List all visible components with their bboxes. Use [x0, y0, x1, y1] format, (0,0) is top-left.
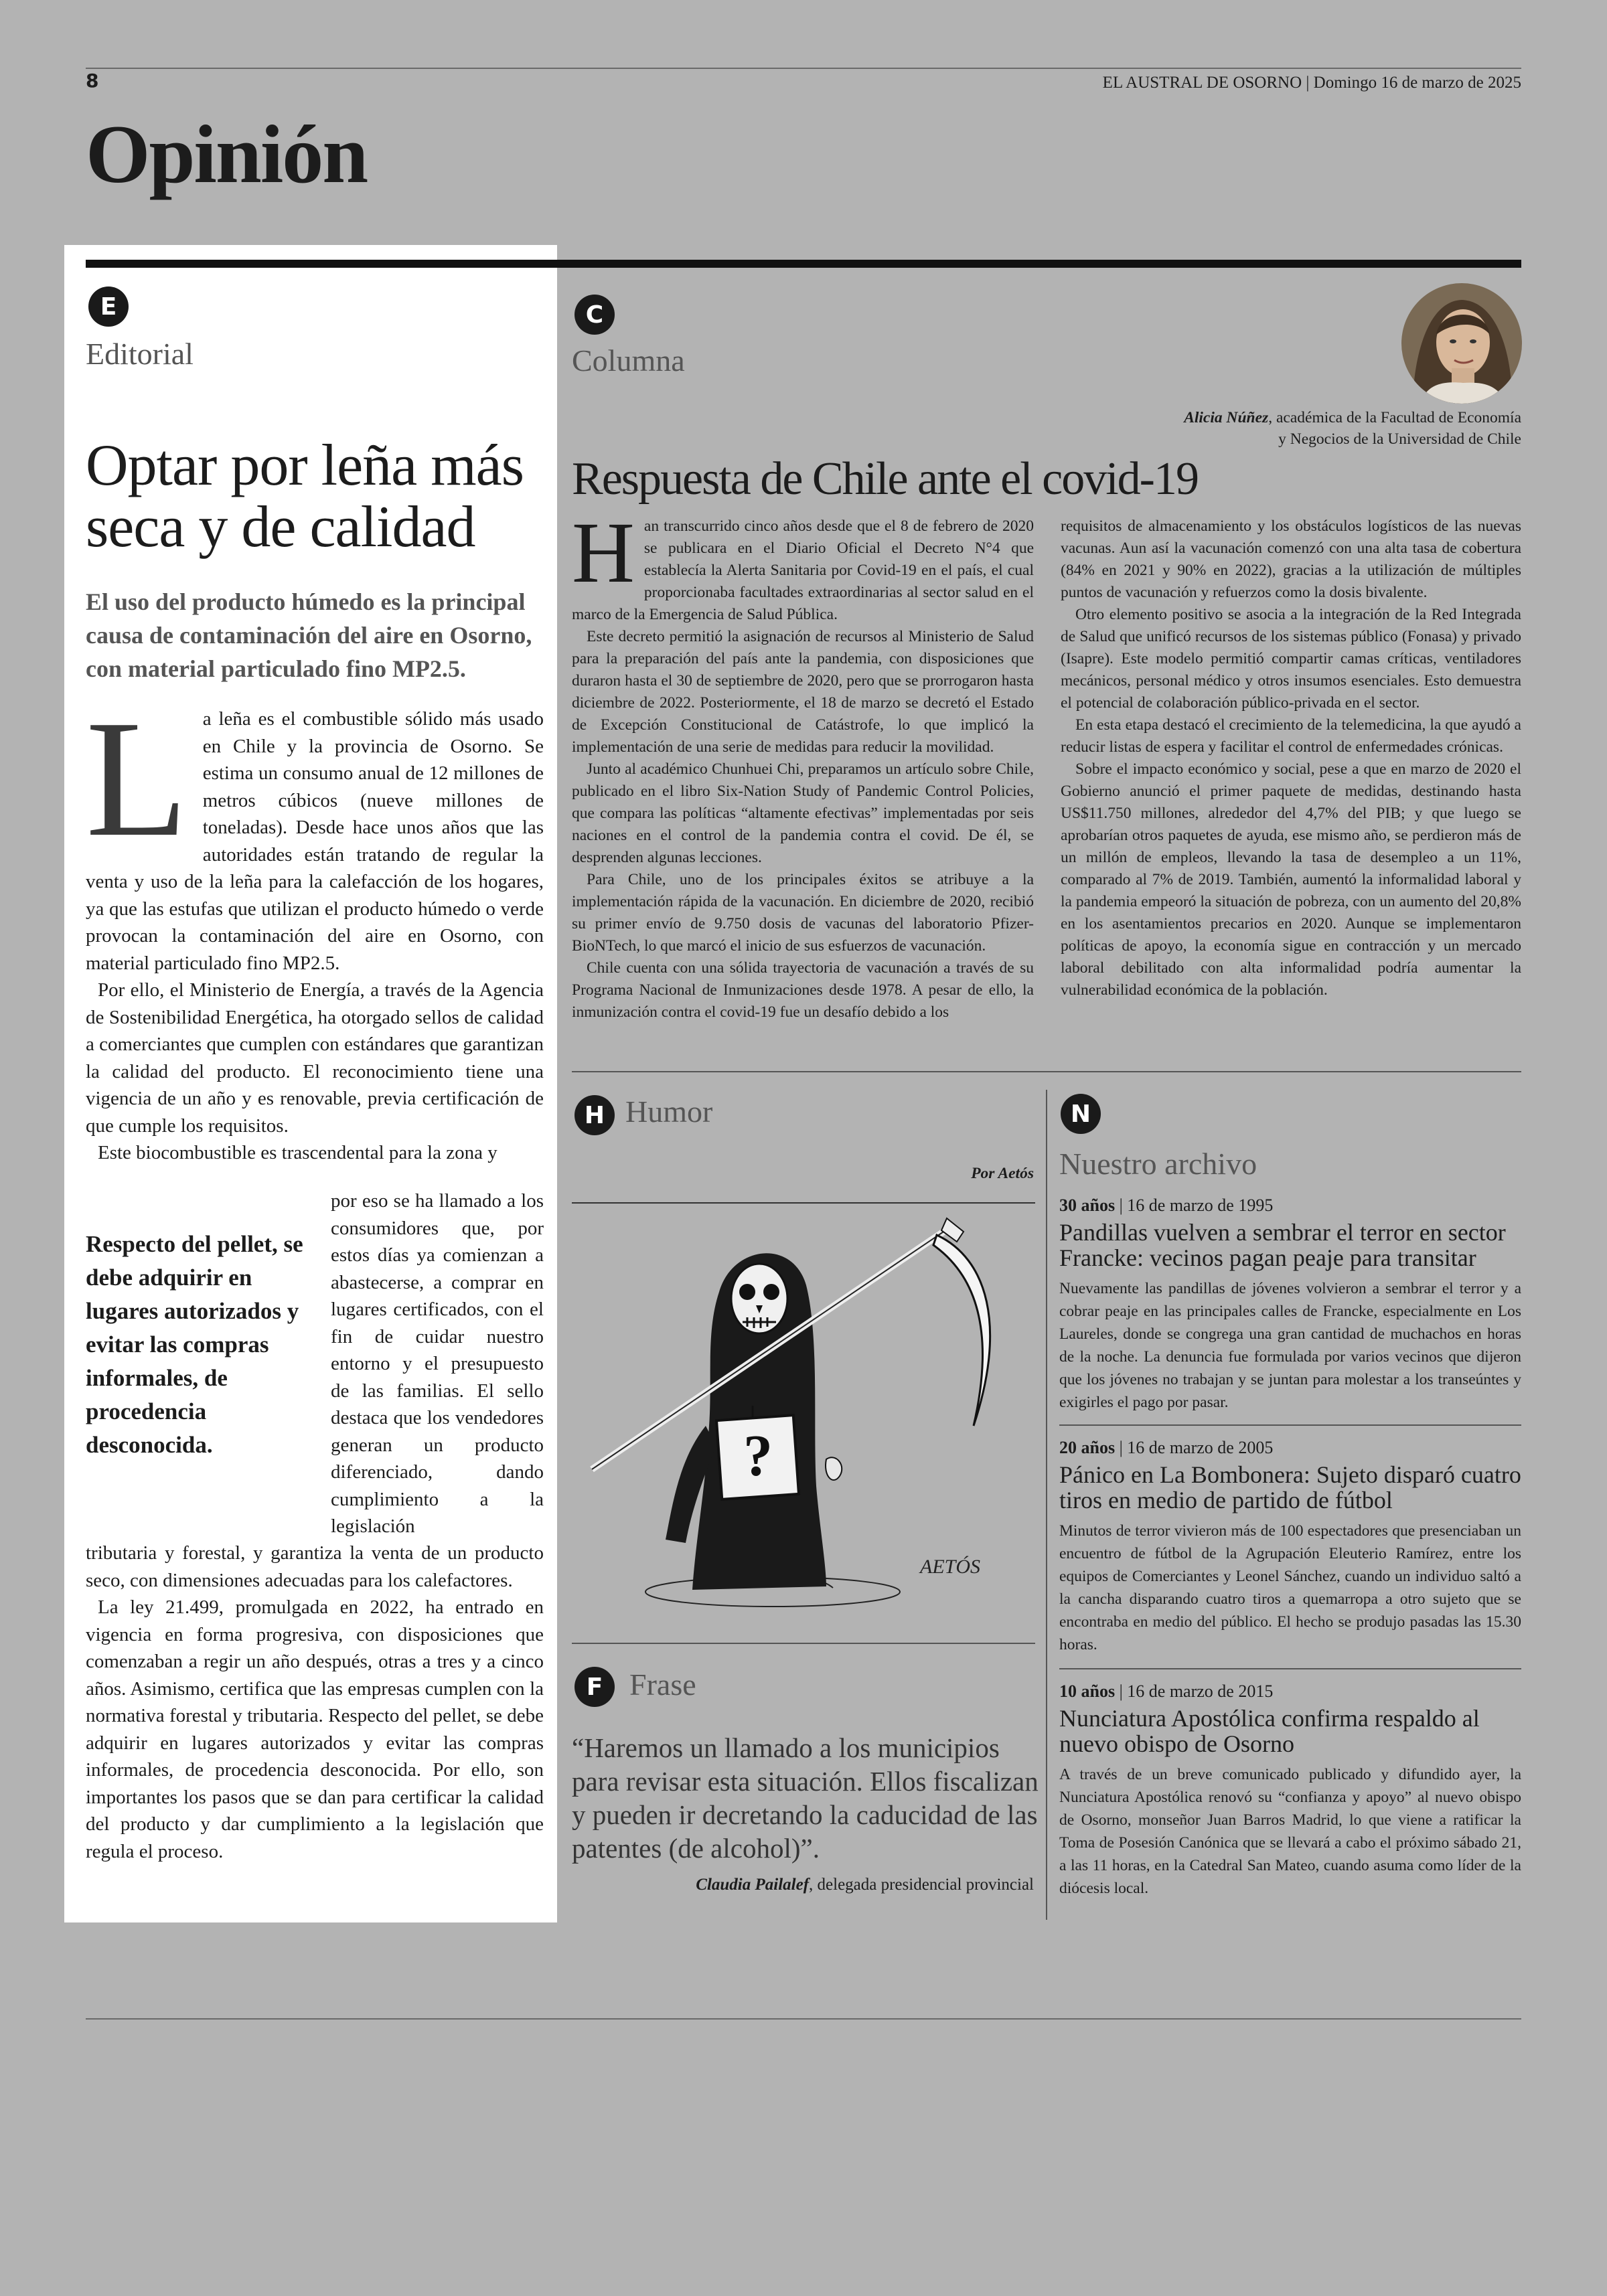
humor-rule	[572, 1202, 1035, 1204]
archive-item	[1059, 1682, 1521, 1900]
bottom-rule	[86, 2018, 1521, 2020]
column-text-left	[572, 505, 1034, 1023]
archive-item	[1059, 1438, 1521, 1656]
frase-attribution	[696, 1876, 1034, 1894]
editorial-dropcap: L	[86, 686, 188, 872]
archive-years: 20 años	[1059, 1438, 1116, 1457]
archive-rule	[1059, 1424, 1521, 1426]
humor-credit: Por Aetós	[971, 1165, 1034, 1182]
author-name: Alicia Núñez	[1184, 409, 1269, 426]
archive-years: 10 años	[1059, 1682, 1116, 1701]
column-dropcap: H	[572, 505, 635, 601]
frase-role: , delegada presidencial provincial	[809, 1876, 1034, 1894]
frase-label: Frase	[629, 1667, 696, 1702]
top-rule	[86, 68, 1521, 69]
humor-bottom-rule	[572, 1643, 1035, 1644]
editorial-paragraph: por eso se ha llamado a los consumidores que, por estos días ya comienzan a abastecerse, a comprar en lugares certificados, con el fin de cuidar nuestro entorno y el presupuesto de las familias. El sello destaca que los vendedores generan un producto diferenciado, dando cumplimiento a la legislación	[331, 1190, 544, 1537]
masthead: EL AUSTRAL DE OSORNO | Domingo 16 de marzo de 2025	[1102, 74, 1521, 92]
archive-date: | 16 de marzo de 2005	[1115, 1438, 1274, 1457]
archive-date: | 16 de marzo de 2015	[1115, 1682, 1274, 1701]
archive-text: Minutos de terror vivieron más de 100 espectadores que presenciaban un encuentro de fútbol de la Agrupación Eleuterio Ramírez, entre los equipos de Comerciantes y Leonel Sánchez, cuando un individuo saltó a la cancha disparando cuatro tiros a quemarropa a otro sujeto que se encontraba en medio del público. El hecho se produjo pasadas las 15.30 horas.	[1059, 1522, 1521, 1653]
archive-title: Pandillas vuelven a sembrar el terror en sector Francke: vecinos pagan peaje para transitar	[1059, 1219, 1506, 1271]
column-paragraph: requisitos de almacenamiento y los obstáculos logísticos de las nuevas vacunas. Aun así la vacunación comenzó con una alta tasa de cobertura (84% en 2021 y 90% en 2022), gracias a la utilización de múltiples puntos de vacunación y refuerzos como la dosis bivalente.	[1061, 517, 1521, 601]
frase-badge: F	[575, 1667, 615, 1707]
column-paragraph: Junto al académico Chunhuei Chi, preparamos un artículo sobre Chile, publicado en el libro Six-Nation Study of Pandemic Control Policies, que compara las políticas “altamente efectivas” implementadas por seis naciones en el control de la pandemia contra el covid. De él, se desprenden algunas lecciones.	[572, 760, 1034, 866]
column-paragraph: an transcurrido cinco años desde que el 8 de febrero de 2020 se publicara en el Diario Oficial el Decreto N°4 que establecía la Alerta Sanitaria por Covid-19 en el país, el cual proporcionaba facultades extraordinarias al sector salud en el marco de la Emergencia de Salud Pública.	[572, 517, 1034, 623]
column-paragraph: Para Chile, uno de los principales éxitos se atribuye a la implementación rápida de la vacunación. En diciembre de 2020, recibió su primer envío de 9.750 dosis de vacunas del laboratorio Pfizer-BioNTech, lo que marcó el inicio de sus esfuerzos de vacunación.	[572, 871, 1034, 955]
column-paragraph: Sobre el impacto económico y social, pese a que en marzo de 2020 el Gobierno anunció el primer paquete de medidas, destinando hasta US$11.750 millones, alrededor del 4,7% del PIB; y que luego se aprobarían otros paquetes de ayuda, ese mismo año, se perdieron más de un millón de empleos, llevando la tasa de desempleo a un 11%, comparado al 7% de 2019. También, aumentó la informalidad laboral y la pandemia empeoró la situación de pobreza, con un aumento del 20,8% en los asentamientos precarios en 2020. Aunque se implementaron políticas de apoyo, la economía sigue en contracción y un mercado laboral debilitado con alta informalidad podría aumentar la vulnerabilidad económica de la población.	[1061, 760, 1521, 999]
column-bottom-rule	[572, 1071, 1521, 1072]
editorial-paragraph: Por ello, el Ministerio de Energía, a través de la Agencia de Sostenibilidad Energética, ha otorgado sellos de calidad a comerciantes que cumplen con estándares que garantizan la calidad del producto. El reconocimiento tiene una vigencia de un año y es renovable, previa certificación de que cumple los requisitos.	[86, 979, 544, 1137]
column-badge: C	[575, 295, 615, 335]
editorial-badge: E	[88, 286, 129, 327]
archive-title: Pánico en La Bombonera: Sujeto disparó cuatro tiros en medio de partido de fútbol	[1059, 1461, 1521, 1513]
page-number: 8	[86, 70, 99, 92]
editorial-title: Optar por leña más seca y de calidad	[86, 433, 524, 560]
column-paragraph: Chile cuenta con una sólida trayectoria de vacunación a través de su Programa Nacional de Inmunizaciones desde 1978. A pesar de ello, la inmunización contra el covid-19 fue un desafío debido a los	[572, 959, 1034, 1021]
frase-author: Claudia Pailalef	[696, 1876, 810, 1894]
humor-badge: H	[575, 1095, 615, 1135]
column-author	[1184, 407, 1521, 450]
editorial-paragraph: Este biocombustible es trascendental para la zona y	[98, 1142, 498, 1163]
archive-date: | 16 de marzo de 1995	[1115, 1196, 1274, 1215]
archive-text: Nuevamente las pandillas de jóvenes volvieron a sembrar el terror y a cobrar peaje en las principales calles de Francke, especialmente en Los Laureles, donde se congrega una gran cantidad de muchachos en horas de la noche. La denuncia fue formulada por varios vecinos que dijeron que los jóvenes no trabajan y se juntan para molestar a los transeúntes y exigirles el pago por pasar.	[1059, 1280, 1521, 1411]
editorial-body-end	[86, 1540, 544, 1865]
archive-label: Nuestro archivo	[1059, 1147, 1257, 1181]
column-label: Columna	[572, 343, 685, 378]
column-text-right	[1061, 515, 1521, 1001]
humor-cartoon	[572, 1205, 1035, 1633]
frase-quote: “Haremos un llamado a los municipios para revisar esta situación. Ellos fiscalizan y pueden ir decretando la caducidad de las patentes (de alcohol)”.	[572, 1732, 1039, 1864]
column-paragraph: Este decreto permitió la asignación de recursos al Ministerio de Salud para la preparación del país ante la pandemia, con disposiciones que duraron hasta el 30 de septiembre de 2020, pero que se prorrogaron hasta diciembre de 2022. Posteriormente, el 18 de marzo se decretó el Estado de Excepción Constitucional de Catástrofe, lo que implicó la implementación de una serie de medidas para reducir la movilidad.	[572, 628, 1034, 756]
humor-label: Humor	[625, 1094, 713, 1129]
archive-years: 30 años	[1059, 1196, 1116, 1215]
column-paragraph: En esta etapa destacó el crecimiento de la telemedicina, la que ayudó a reducir listas de espera y facilitar el control de enfermedades crónicas.	[1061, 716, 1521, 756]
column-paragraph: Otro elemento positivo se asocia a la integración de la Red Integrada de Salud que unificó recursos de los sistemas público (Fonasa) y privado (Isapre). Este modelo permitió compartir camas críticas, ventiladores mecánicos, personal médico y otros insumos esenciales. Esto demuestra el potencial de colaboración público-privada en el sector.	[1061, 606, 1521, 712]
author-role: y Negocios de la Universidad de Chile	[1278, 430, 1521, 448]
author-photo	[1399, 281, 1524, 406]
editorial-paragraph: La ley 21.499, promulgada en 2022, ha entrado en vigencia en forma progresiva, con disposiciones que comenzaban a regir un año después, otras a tres y a cinco años. Asimismo, certifica que las empresas cumplen con la normativa forestal y tributaria. Respecto del pellet, se debe adquirir en lugares autorizados y evitar las compras informales, de procedencia desconocida. Por ello, son importantes los pasos que se dan para certificar la calidad del producto y dar cumplimiento a la legislación que regula el proceso.	[86, 1596, 544, 1862]
archive-rule	[1059, 1668, 1521, 1669]
editorial-body	[86, 686, 544, 1167]
archive-item	[1059, 1196, 1521, 1414]
archive-title: Nunciatura Apostólica confirma respaldo al nuevo obispo de Osorno	[1059, 1705, 1480, 1757]
editorial-paragraph: tributaria y forestal, y garantiza la venta de un producto seco, con dimensiones adecuadas para los calefactores.	[86, 1542, 544, 1591]
column-divider	[1046, 1090, 1047, 1920]
archive-badge: N	[1061, 1094, 1101, 1134]
editorial-lead: El uso del producto húmedo es la principal causa de contaminación del aire en Osorno, con material particulado fino MP2.5.	[86, 588, 532, 682]
cartoon-sign-text: ?	[743, 1424, 773, 1489]
author-role: , académica de la Facultad de Economía	[1268, 409, 1521, 426]
editorial-pullquote: Respecto del pellet, se debe adquirir en lugares autorizados y evitar las compras informales, de procedencia desconocida.	[86, 1231, 303, 1458]
cartoon-signature: AETÓS	[920, 1556, 980, 1578]
editorial-label: Editorial	[86, 337, 194, 371]
editorial-paragraph: a leña es el combustible sólido más usado en Chile y la provincia de Osorno. Se estima un consumo anual de 12 millones de metros cúbicos (nueve millones de toneladas). Desde hace unos años que las autoridades están tratando de regular la venta y uso de la leña para la calefacción de los hogares, ya que las estufas que utilizan el producto húmedo o verde provocan la contaminación del aire en Osorno, con material particulado fino MP2.5.	[86, 708, 544, 974]
archive-text: A través de un breve comunicado publicado y difundido ayer, la Nunciatura Apostólica renovó su “confianza y apoyo” al nuevo obispo de Osorno, monseñor Juan Barros Madrid, lo que viene a ratificar la Toma de Posesión Canónica que se llevará a cabo el próximo sábado 21, a las 11 horas, en la Catedral San Mateo, cuando asuma como líder de la diócesis local.	[1059, 1766, 1521, 1897]
section-rule	[86, 260, 1521, 268]
column-title: Respuesta de Chile ante el covid-19	[572, 453, 1198, 505]
section-title: Opinión	[86, 108, 368, 200]
